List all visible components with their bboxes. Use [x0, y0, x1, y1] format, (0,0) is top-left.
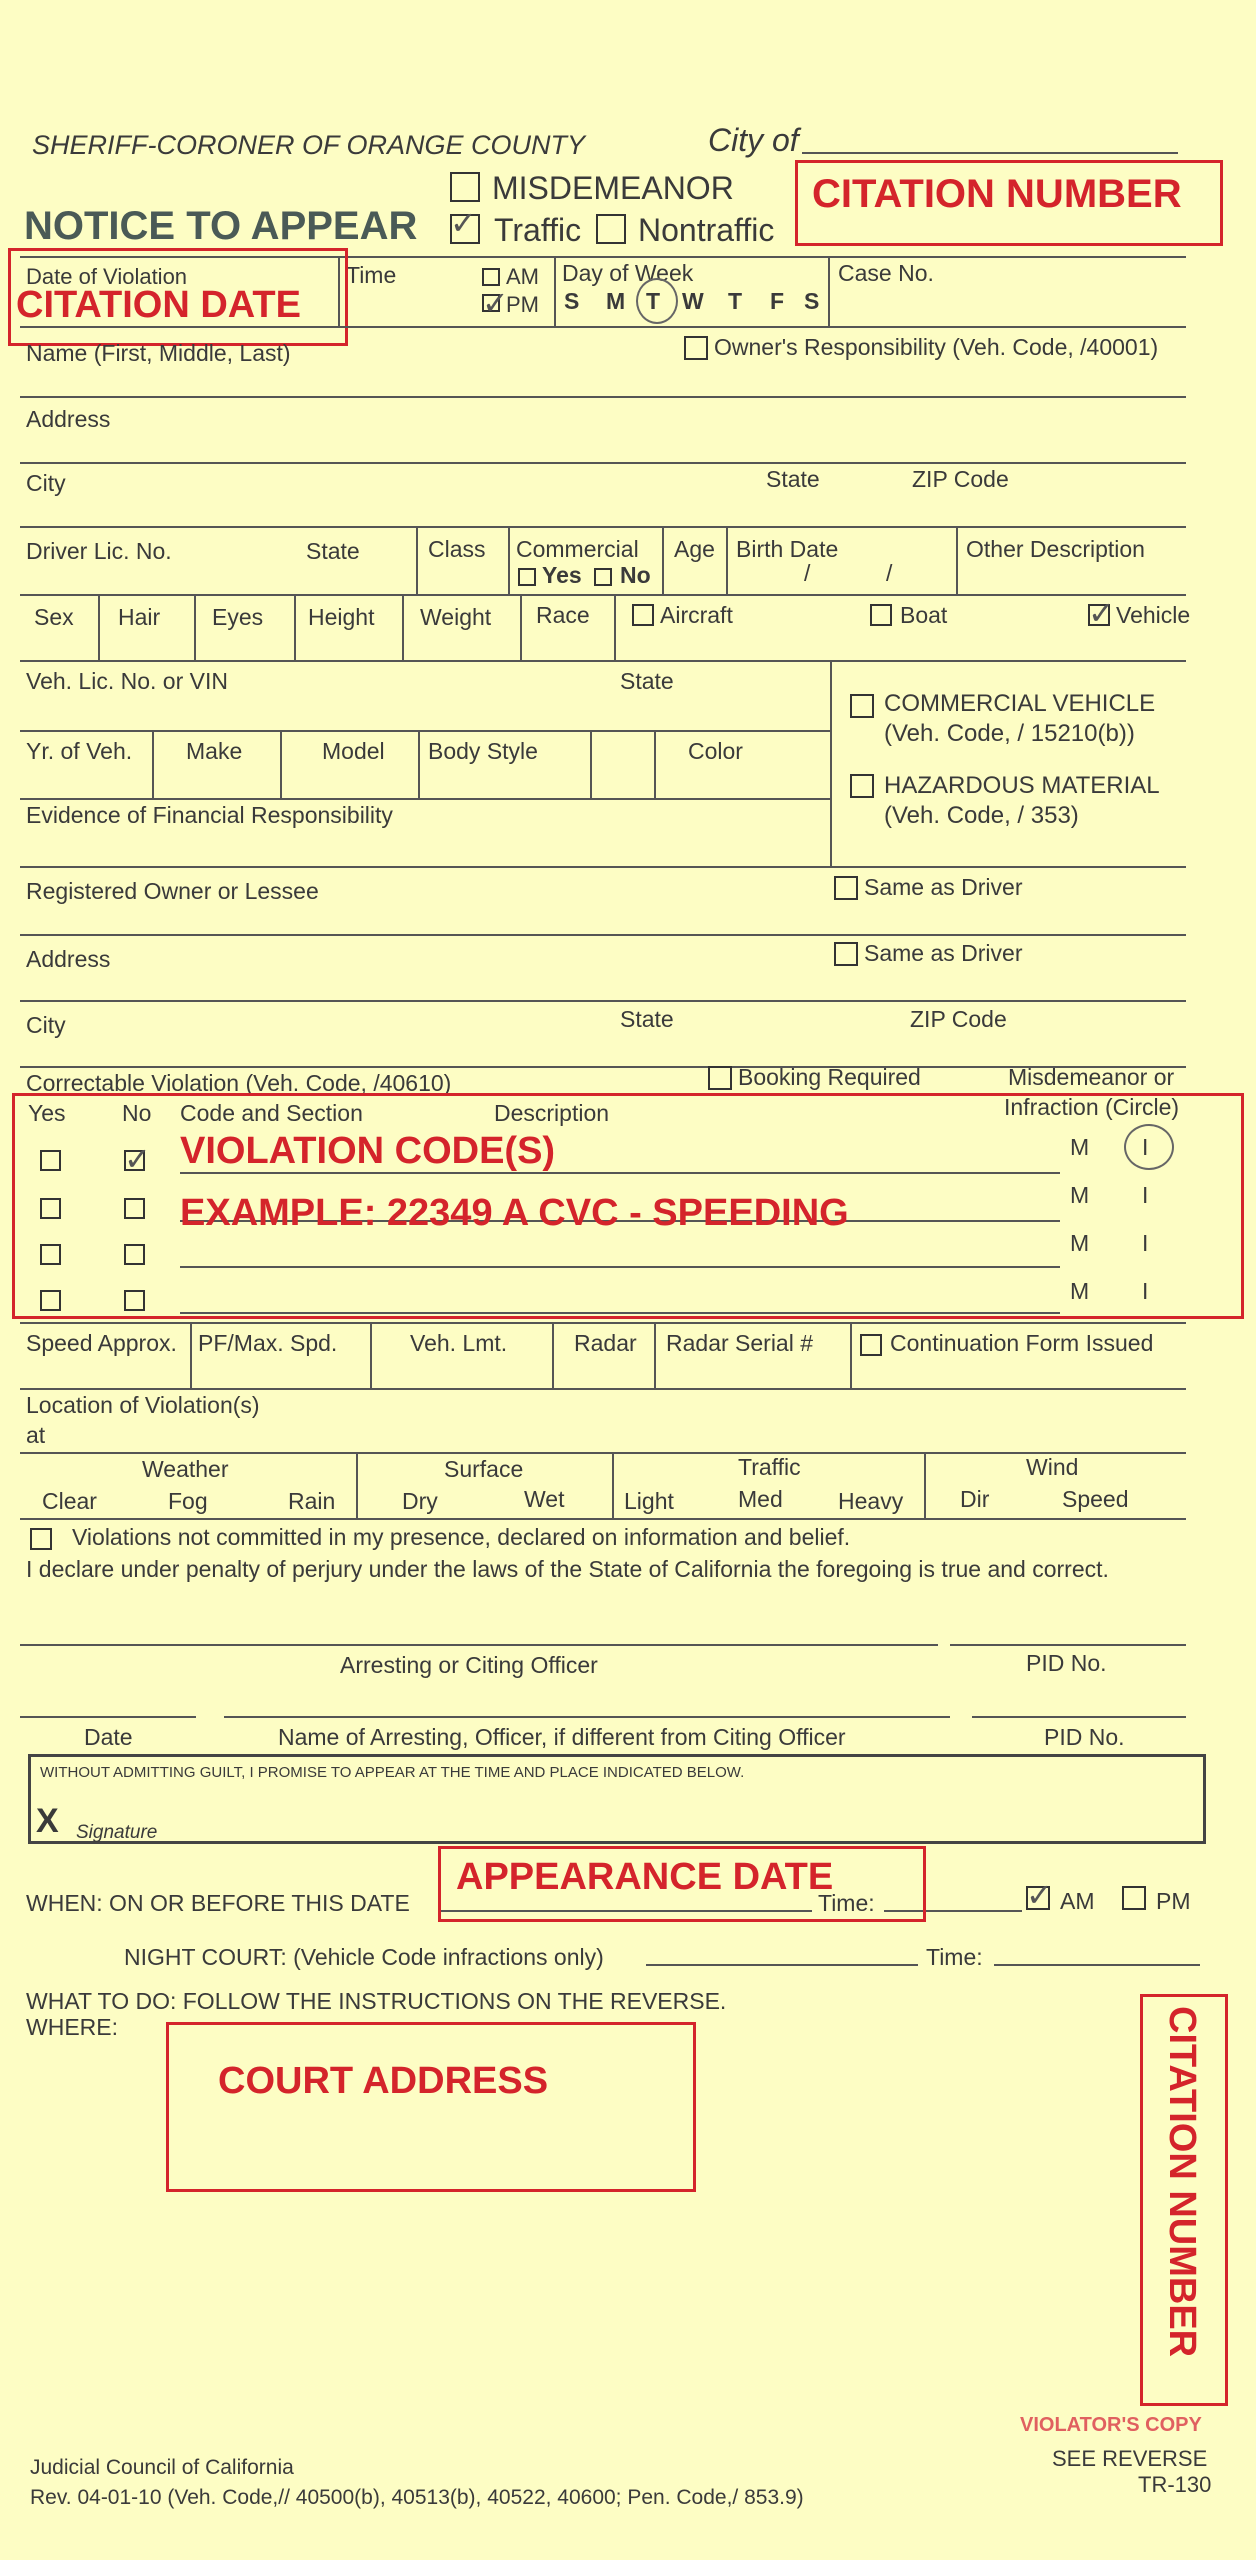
birth-slash-2: /	[886, 560, 893, 586]
rule	[554, 256, 556, 326]
rule	[20, 526, 1186, 528]
viol-no-label: No	[122, 1100, 152, 1126]
rule	[280, 730, 282, 798]
rule	[416, 526, 418, 594]
what-to-do-label: WHAT TO DO: FOLLOW THE INSTRUCTIONS ON THE REVERSE.	[26, 1988, 727, 2014]
night-time-label: Time:	[926, 1944, 983, 1970]
rule	[152, 730, 154, 798]
perjury-label: I declare under penalty of perjury under the laws of the State of California the foregoing is true and correct.	[26, 1556, 1109, 1582]
dry-label: Dry	[402, 1488, 438, 1514]
rule	[20, 730, 830, 732]
code-section-label: Code and Section	[180, 1100, 363, 1126]
hazmat-checkbox[interactable]	[850, 774, 874, 798]
citation-number-vertical-annotation: CITATION NUMBER	[1161, 2006, 1203, 2358]
notice-to-appear-title: NOTICE TO APPEAR	[24, 204, 418, 248]
rule	[20, 1452, 1186, 1454]
name-line	[224, 1716, 950, 1718]
boat-checkbox[interactable]	[870, 604, 892, 626]
pid2-line	[972, 1716, 1186, 1718]
officer-signature-line	[20, 1644, 938, 1646]
rain-label: Rain	[288, 1488, 336, 1514]
name-label: Name (First, Middle, Last)	[26, 340, 291, 366]
rule	[194, 594, 196, 660]
council-label: Judicial Council of California	[30, 2456, 294, 2479]
case-no-label: Case No.	[838, 260, 934, 286]
nontraffic-checkbox[interactable]	[596, 214, 626, 244]
rule	[190, 1322, 192, 1388]
date-line	[20, 1716, 196, 1718]
time-label: Time	[346, 262, 397, 288]
rule	[612, 1452, 614, 1518]
day-circle-mark	[636, 278, 678, 324]
rule	[20, 396, 1186, 398]
agency-name: SHERIFF-CORONER OF ORANGE COUNTY	[32, 130, 586, 160]
commercial-no-label: No	[620, 562, 651, 588]
night-court-label: NIGHT COURT: (Vehicle Code infractions only)	[124, 1944, 604, 1970]
eyes-label: Eyes	[212, 604, 264, 630]
rule	[294, 594, 296, 660]
viol-2-m: M	[1070, 1182, 1090, 1208]
booking-required-checkbox[interactable]	[708, 1066, 732, 1090]
boat-label: Boat	[900, 602, 948, 628]
traffic-label: Traffic	[494, 212, 582, 248]
continuation-label: Continuation Form Issued	[890, 1330, 1154, 1356]
violation-codes-annotation: VIOLATION CODE(S)	[180, 1130, 556, 1172]
when-label: WHEN: ON OR BEFORE THIS DATE	[26, 1890, 410, 1916]
rule	[98, 594, 100, 660]
rule	[654, 1322, 656, 1388]
owner-address-label: Address	[26, 946, 111, 972]
not-committed-label: Violations not committed in my presence, declared on information and belief.	[72, 1524, 851, 1550]
rule	[614, 594, 616, 660]
description-label: Description	[494, 1100, 610, 1126]
race-label: Race	[536, 602, 590, 628]
form-number-label: TR-130	[1138, 2472, 1212, 2497]
am-label: AM	[506, 264, 539, 289]
vehicle-checkbox[interactable]	[1088, 604, 1110, 626]
rule	[508, 526, 510, 594]
day-f: F	[770, 288, 785, 314]
day-t1: T	[646, 288, 661, 314]
name-if-diff-label: Name of Arresting, Officer, if different from Citing Officer	[278, 1724, 846, 1750]
weight-label: Weight	[420, 604, 492, 630]
rule	[20, 1388, 1186, 1390]
appearance-date-annotation: APPEARANCE DATE	[456, 1856, 834, 1898]
location-label: Location of Violation(s)	[26, 1392, 260, 1418]
day-of-week-label: Day of Week	[562, 260, 694, 286]
arresting-officer-label: Arresting or Citing Officer	[340, 1652, 598, 1678]
nontraffic-label: Nontraffic	[638, 212, 775, 248]
not-committed-checkbox[interactable]	[30, 1528, 52, 1550]
viol-2-i: I	[1142, 1182, 1149, 1208]
weather-label: Weather	[142, 1456, 229, 1482]
rule	[552, 1322, 554, 1388]
owner-zip-label: ZIP Code	[910, 1006, 1007, 1032]
aircraft-label: Aircraft	[660, 602, 733, 628]
court-address-annotation: COURT ADDRESS	[218, 2060, 549, 2102]
misdemeanor-or-label: Misdemeanor or	[1008, 1064, 1175, 1090]
owners-resp-label: Owner's Responsibility (Veh. Code, /40001)	[714, 334, 1159, 360]
height-label: Height	[308, 604, 375, 630]
hair-label: Hair	[118, 604, 161, 630]
date-of-violation-label: Date of Violation	[26, 264, 188, 289]
appear-time-label: Time:	[818, 1890, 875, 1916]
pid-label: PID No.	[1026, 1650, 1107, 1676]
rule	[20, 934, 1186, 936]
other-desc-label: Other Description	[966, 536, 1145, 562]
hazmat-label: HAZARDOUS MATERIAL	[884, 772, 1160, 799]
violation-example-annotation: EXAMPLE: 22349 A CVC - SPEEDING	[180, 1192, 849, 1234]
same-as-driver-1-checkbox[interactable]	[834, 876, 858, 900]
zip-label: ZIP Code	[912, 466, 1009, 492]
hazmat-code: (Veh. Code, / 353)	[884, 802, 1079, 829]
same-as-driver-2-label: Same as Driver	[864, 940, 1023, 966]
rule	[20, 462, 1186, 464]
aircraft-checkbox[interactable]	[632, 604, 654, 626]
driver-state-label: State	[306, 538, 360, 564]
rule	[370, 1322, 372, 1388]
rule	[20, 1322, 1186, 1324]
court-address-box	[166, 2022, 696, 2192]
veh-state-label: State	[620, 668, 674, 694]
same-as-driver-1-label: Same as Driver	[864, 874, 1023, 900]
registered-owner-label: Registered Owner or Lessee	[26, 878, 319, 904]
appear-am-checkbox[interactable]	[1026, 1886, 1050, 1910]
traffic-cond-label: Traffic	[738, 1454, 801, 1480]
signature-label: Signature	[76, 1822, 158, 1843]
rule	[20, 326, 1186, 328]
state-label: State	[766, 466, 820, 492]
birth-slash-1: /	[804, 560, 811, 586]
radar-serial-label: Radar Serial #	[666, 1330, 814, 1356]
make-label: Make	[186, 738, 243, 764]
viol-3-i: I	[1142, 1230, 1149, 1256]
date-label: Date	[84, 1724, 133, 1750]
rule	[662, 526, 664, 594]
body-style-label: Body Style	[428, 738, 538, 764]
same-as-driver-2-checkbox[interactable]	[834, 942, 858, 966]
rule	[924, 1452, 926, 1518]
age-label: Age	[674, 536, 715, 562]
city-label: City	[26, 470, 66, 496]
night-court-line	[646, 1964, 918, 1966]
pm-checkbox[interactable]	[482, 294, 500, 312]
speed-cond-label: Speed	[1062, 1486, 1129, 1512]
fog-label: Fog	[168, 1488, 208, 1514]
commercial-yes-label: Yes	[542, 562, 582, 588]
rule	[654, 730, 656, 798]
owners-resp-checkbox[interactable]	[684, 336, 708, 360]
model-label: Model	[322, 738, 385, 764]
violators-copy-label: VIOLATOR'S COPY	[1020, 2414, 1202, 2436]
commercial-yes-checkbox[interactable]	[518, 568, 536, 586]
wet-label: Wet	[524, 1486, 565, 1512]
heavy-label: Heavy	[838, 1488, 904, 1514]
night-time-line	[994, 1964, 1200, 1966]
commercial-vehicle-code: (Veh. Code, / 15210(b))	[884, 720, 1135, 747]
pid-line	[950, 1644, 1186, 1646]
rule	[20, 866, 1186, 868]
rev-label: Rev. 04-01-10 (Veh. Code,// 40500(b), 40513(b), 40522, 40600; Pen. Code,/ 853.9)	[30, 2486, 804, 2509]
misdemeanor-checkbox[interactable]	[450, 172, 480, 202]
rule	[726, 526, 728, 594]
clear-label: Clear	[42, 1488, 97, 1514]
pf-max-label: PF/Max. Spd.	[198, 1330, 338, 1356]
rule	[20, 1518, 1186, 1520]
rule	[402, 594, 404, 660]
location-at-label: at	[26, 1422, 46, 1448]
day-s2: S	[804, 288, 820, 314]
rule	[956, 526, 958, 594]
address-label: Address	[26, 406, 111, 432]
city-of-line	[802, 152, 1178, 154]
birth-date-label: Birth Date	[736, 536, 839, 562]
rule	[830, 660, 832, 866]
owner-city-label: City	[26, 1012, 66, 1038]
rule	[590, 730, 592, 798]
wind-label: Wind	[1026, 1454, 1079, 1480]
correctable-label: Correctable Violation (Veh. Code, /40610)	[26, 1070, 452, 1096]
promise-label: WITHOUT ADMITTING GUILT, I PROMISE TO APPEAR AT THE TIME AND PLACE INDICATED BELOW.	[40, 1764, 745, 1781]
med-label: Med	[738, 1486, 783, 1512]
day-m: M	[606, 288, 626, 314]
appear-am-label: AM	[1060, 1888, 1095, 1914]
where-label: WHERE:	[26, 2014, 118, 2040]
rule	[20, 660, 1186, 662]
dir-label: Dir	[960, 1486, 990, 1512]
rule	[418, 730, 420, 798]
rule	[520, 594, 522, 660]
misdemeanor-label: MISDEMEANOR	[492, 170, 734, 206]
owner-state-label: State	[620, 1006, 674, 1032]
evidence-label: Evidence of Financial Responsibility	[26, 802, 393, 828]
commercial-vehicle-label: COMMERCIAL VEHICLE	[884, 690, 1156, 717]
commercial-label: Commercial	[516, 536, 639, 562]
pm-label: PM	[506, 292, 539, 317]
rule	[356, 1452, 358, 1518]
yr-veh-label: Yr. of Veh.	[26, 738, 133, 764]
rule	[20, 1000, 1186, 1002]
light-label: Light	[624, 1488, 674, 1514]
commercial-vehicle-checkbox[interactable]	[850, 694, 874, 718]
citation-date-annotation: CITATION DATE	[16, 284, 301, 326]
veh-lmt-label: Veh. Lmt.	[410, 1330, 508, 1356]
viol-1-m: M	[1070, 1134, 1090, 1160]
viol-4-i: I	[1142, 1278, 1149, 1304]
appear-pm-checkbox[interactable]	[1122, 1886, 1146, 1910]
viol-1-i: I	[1142, 1134, 1149, 1160]
viol-3-m: M	[1070, 1230, 1090, 1256]
radar-label: Radar	[574, 1330, 637, 1356]
signature-x: X	[36, 1802, 59, 1840]
see-reverse-label: SEE REVERSE	[1052, 2446, 1208, 2471]
day-s1: S	[564, 288, 580, 314]
rule	[850, 1322, 852, 1388]
veh-lic-label: Veh. Lic. No. or VIN	[26, 668, 228, 694]
speed-approx-label: Speed Approx.	[26, 1330, 177, 1356]
booking-required-label: Booking Required	[738, 1064, 921, 1090]
day-t2: T	[728, 288, 743, 314]
class-label: Class	[428, 536, 486, 562]
rule	[828, 256, 830, 326]
citation-number-annotation: CITATION NUMBER	[812, 172, 1182, 216]
day-w: W	[682, 288, 704, 314]
commercial-no-checkbox[interactable]	[594, 568, 612, 586]
pid2-label: PID No.	[1044, 1724, 1125, 1750]
infraction-label: Infraction (Circle)	[1004, 1094, 1180, 1120]
viol-4-m: M	[1070, 1278, 1090, 1304]
color-label: Color	[688, 738, 743, 764]
city-of-label: City of	[708, 122, 799, 158]
continuation-checkbox[interactable]	[860, 1334, 882, 1356]
sex-label: Sex	[34, 604, 74, 630]
driver-lic-label: Driver Lic. No.	[26, 538, 172, 564]
appear-pm-label: PM	[1156, 1888, 1191, 1914]
vehicle-label: Vehicle	[1116, 602, 1191, 628]
viol-yes-label: Yes	[28, 1100, 66, 1126]
rule	[20, 798, 830, 800]
traffic-checkbox[interactable]	[450, 214, 480, 244]
surface-label: Surface	[444, 1456, 524, 1482]
